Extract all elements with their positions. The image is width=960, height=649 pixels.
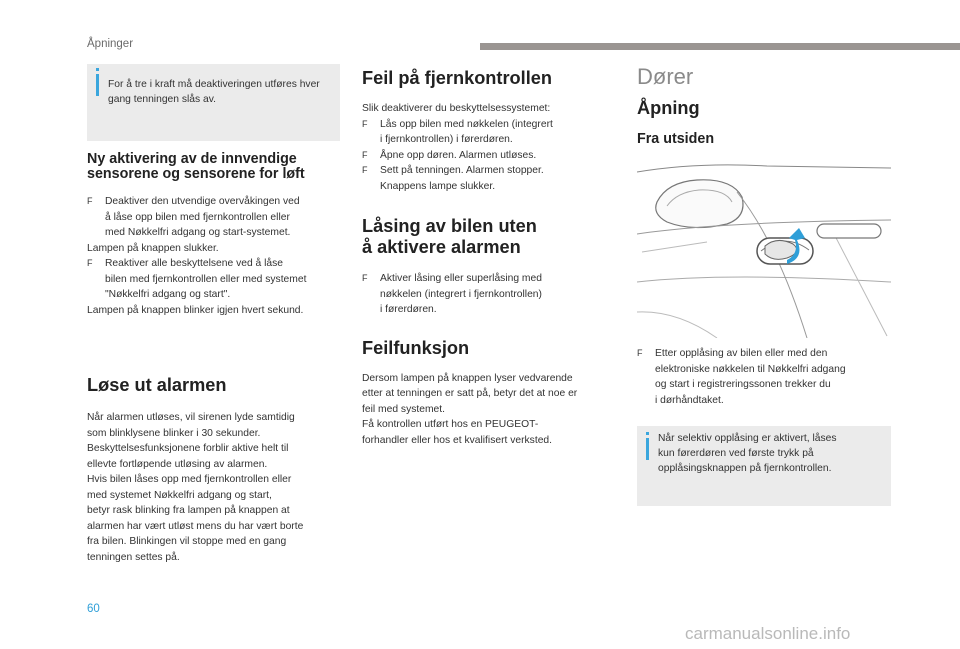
- line: "Nøkkelfri adgang og start".: [105, 289, 231, 300]
- line: forhandler eller hos et kvalifisert verksted.: [362, 434, 553, 446]
- line: med Nøkkelfri adgang og start-systemet.: [105, 227, 291, 238]
- alarm-paragraph: [87, 410, 340, 565]
- bullet-icon: F: [87, 258, 93, 268]
- line: Deaktiver den utvendige overvåkingen ved: [105, 196, 300, 207]
- status-text: Lampen på knappen slukker.: [87, 242, 219, 254]
- bullet-item: [362, 163, 620, 194]
- line: Aktiver låsing eller superlåsing med: [380, 273, 542, 284]
- bullet-icon: F: [362, 273, 368, 283]
- page-number: 60: [87, 603, 100, 615]
- line: kun førerdøren ved første trykk på: [658, 448, 814, 459]
- header-bar: [480, 43, 960, 50]
- remote-failure-body: [362, 101, 620, 194]
- line: som blinklysene blinker i 30 sekunder.: [87, 427, 261, 439]
- bullet-icon: F: [87, 196, 93, 206]
- line: alarmen har vært utløst mens du har vært borte: [87, 520, 304, 532]
- info-icon: [646, 432, 649, 435]
- line: Dersom lampen på knappen lyser vedvarende: [362, 372, 573, 384]
- watermark: carmanualsonline.info: [685, 624, 851, 643]
- status-text: Lampen på knappen blinker igjen hvert sekund.: [87, 304, 304, 316]
- column-3-body: [637, 346, 891, 506]
- section-label: Åpninger: [87, 38, 134, 50]
- line: etter at tenningen er satt på, betyr det at noe er: [362, 388, 578, 399]
- lock-body: [362, 271, 620, 318]
- column-1: [87, 64, 340, 565]
- heading-line: Låsing av bilen uten: [362, 216, 537, 236]
- line: Få kontrollen utført hos en PEUGEOT-: [362, 419, 539, 430]
- line: i fjernkontrollen) i førerdøren.: [380, 134, 513, 145]
- heading-malfunction: Feilfunksjon: [362, 337, 470, 358]
- line: nøkkelen (integrert i fjernkontrollen): [380, 288, 542, 300]
- line: og start i registreringssonen trekker du: [655, 379, 831, 390]
- line: betyr rask blinking fra lampen på knappen at: [87, 505, 290, 516]
- line: ellevte fortløpende utløsing av alarmen.: [87, 458, 268, 470]
- heading-reactivation: [87, 152, 340, 182]
- line: Lås opp bilen med nøkkelen (integrert: [380, 118, 553, 130]
- line: Reaktiver alle beskyttelsene ved å låse: [105, 258, 284, 269]
- heading-opening: Åpning: [637, 98, 700, 118]
- door-handle-illustration: [637, 162, 891, 338]
- line: feil med systemet.: [362, 403, 445, 415]
- heading-line: Ny aktivering av de innvendige: [87, 151, 297, 167]
- bullet-item: [87, 256, 340, 303]
- line: tenningen settes på.: [87, 551, 180, 563]
- bullet-item: [87, 194, 340, 241]
- bullet-item: [637, 346, 891, 408]
- line: i førerdøren.: [380, 304, 437, 315]
- heading-line: å aktivere alarmen: [362, 237, 521, 257]
- line: Når selektiv opplåsing er aktivert, låses: [658, 433, 837, 444]
- info-icon: [96, 68, 99, 71]
- line: elektroniske nøkkelen til Nøkkelfri adgang: [655, 363, 846, 375]
- bullet-item: [362, 271, 620, 318]
- line: Hvis bilen låses opp med fjernkontrollen eller: [87, 474, 292, 485]
- info-bar: [96, 74, 99, 96]
- line: i dørhåndtaket.: [655, 394, 724, 406]
- bullet-item: [362, 148, 620, 164]
- heading-lock-without-alarm: [362, 216, 620, 258]
- heading-line: sensorene og sensorene for løft: [87, 166, 305, 182]
- bullet-item: [362, 117, 620, 148]
- line: med systemet Nøkkelfri adgang og start,: [87, 489, 272, 501]
- bullet-icon: F: [362, 165, 368, 175]
- line: Når alarmen utløses, vil sirenen lyde samtidig: [87, 412, 295, 423]
- bullet-icon: F: [637, 348, 643, 358]
- line: å låse opp bilen med fjernkontrollen eller: [105, 211, 290, 223]
- door-handle-icon: [637, 162, 891, 338]
- bullet-icon: F: [362, 149, 368, 160]
- line: fra bilen. Blinkingen vil stoppe med en gang: [87, 536, 287, 547]
- opening-body: [637, 346, 891, 408]
- line: Etter opplåsing av bilen eller med den: [655, 348, 828, 359]
- heading-alarm-trigger: Løse ut alarmen: [87, 375, 227, 395]
- note-text: For å tre i kraft må deaktiveringen utføres hver gang tenningen slås av.: [108, 79, 320, 105]
- line: bilen med fjernkontrollen eller med systemet: [105, 273, 307, 285]
- info-bar: [646, 438, 649, 460]
- line: Sett på tenningen. Alarmen stopper.: [380, 165, 544, 176]
- info-note: [637, 426, 891, 506]
- malfunction-paragraph: [362, 371, 620, 449]
- reactivation-body: [87, 194, 340, 318]
- line: Knappens lampe slukker.: [380, 180, 496, 192]
- column-3: [637, 64, 891, 147]
- info-note: [87, 64, 340, 141]
- chapter-title: Dører: [637, 64, 694, 89]
- heading-remote-failure: Feil på fjernkontrollen: [362, 68, 552, 88]
- line: Beskyttelsesfunksjonene forblir aktive helt til: [87, 443, 289, 454]
- intro-text: Slik deaktiverer du beskyttelsessystemet:: [362, 103, 551, 114]
- line: Åpne opp døren. Alarmen utløses.: [380, 149, 537, 161]
- bullet-icon: F: [362, 118, 368, 129]
- line: opplåsingsknappen på fjernkontrollen.: [658, 463, 832, 474]
- heading-from-outside: Fra utsiden: [637, 131, 715, 147]
- column-2: [362, 64, 620, 448]
